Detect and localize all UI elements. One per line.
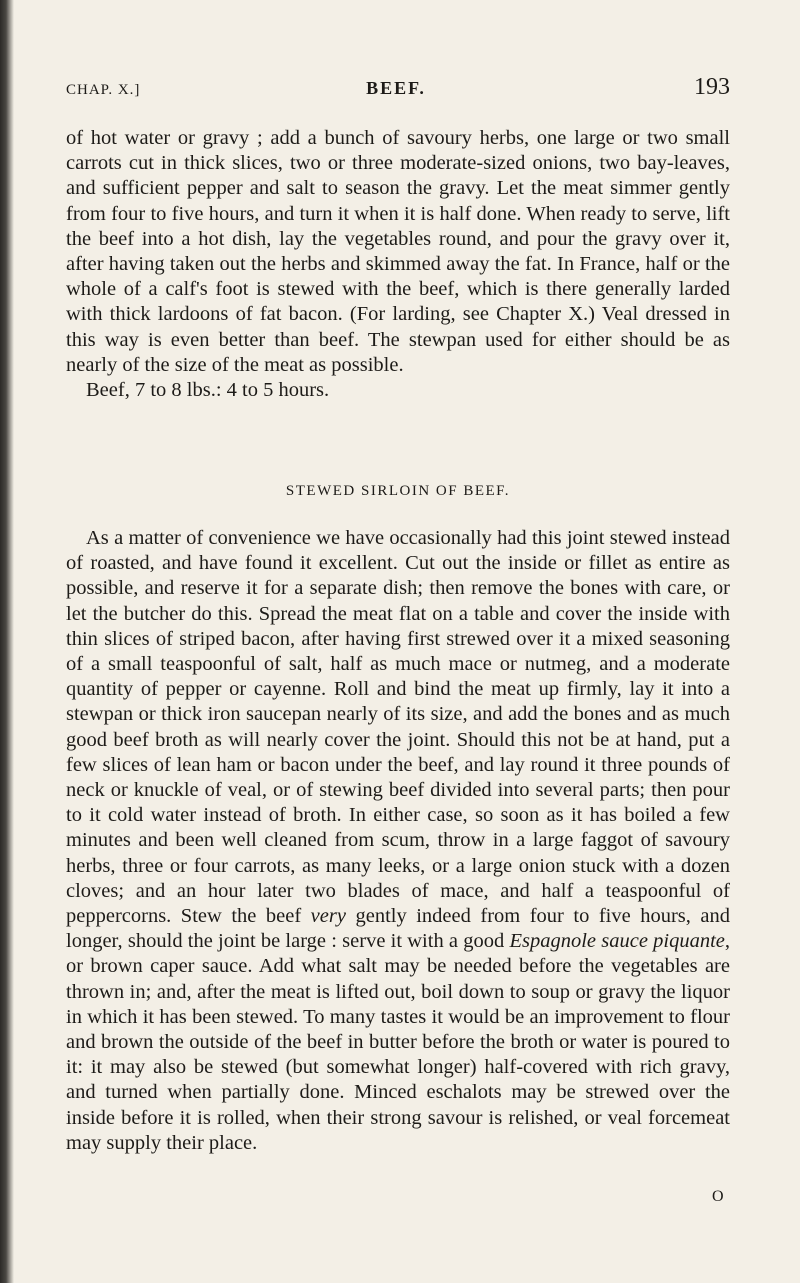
recipe-paragraph bbox=[66, 526, 730, 1156]
binding-shadow bbox=[0, 0, 14, 1283]
paragraph-text: of hot water or gravy ; add a bunch of savoury herbs, one large or two small carrots cut in thick slices, two or three moderate-sized onions, two bay-leaves, and sufficient pepper and salt to season the gravy. Let the meat simmer gently from four to five hours, and turn it when it is half done. When ready to serve, lift the beef into a hot dish, lay the vegetables round, and pour the gravy over it, after having taken out the herbs and skimmed away the fat. In France, half or the whole of a calf's foot is stewed with the beef, which is there generally larded with thick lardoons of fat bacon. (For larding, see Chapter X.) Veal dressed in this way is even better than beef. The stewpan used for either should be as nearly of the size of the meat as possible. bbox=[66, 127, 730, 376]
recipe-heading: STEWED SIRLOIN OF BEEF. bbox=[285, 483, 511, 499]
page-number: 193 bbox=[694, 74, 730, 100]
running-title: BEEF. bbox=[366, 78, 426, 98]
emphasis-sauce-name: Espagnole sauce piquante bbox=[509, 930, 725, 953]
paragraph-text bbox=[66, 526, 730, 1156]
emphasis-very: very bbox=[310, 905, 346, 928]
running-header bbox=[66, 74, 730, 104]
text-run: As a matter of convenience we have occasionally had this joint stewed instead of roasted, and have found it excellent. Cut out the inside or fillet as entire as possible, and reserve it for a separate dish; then remove the bones with care, or let the butcher do this. Spread the meat flat on a table and cover the inside with thin slices of striped bacon, after having first strewed over it a mixed seasoning of a small teaspoonful of salt, half as much mace or nutmeg, and a moderate quantity of pepper or cayenne. Roll and bind the meat up firmly, lay it into a stewpan or thick iron saucepan nearly of its size, and add the bones and as much good beef broth as will nearly cover the joint. Should this not be at hand, put a few slices of lean ham or bacon under the beef, and lay round it three pounds of neck or knuckle of veal, or of stewing beef divided into several parts; then pour to it cold water instead of broth. In either case, so soon as it has boiled a few minutes and been well cleaned from scum, throw in a large faggot of savoury herbs, three or four carrots, as many leeks, or a large onion stuck with a dozen cloves; and an hour later two blades of mace, and half a teaspoonful of peppercorns. Stew the beef bbox=[66, 527, 730, 928]
text-run: gently indeed from four to five hours, and longer, should the joint be large : serve it with a good bbox=[66, 905, 731, 953]
text-run: , or brown caper sauce. Add what salt may be needed before the vegetables are thrown in; and, after the meat is lifted out, boil down to soup or gravy the liquor in which it has been stewed. To many tastes it would be an improvement to flour and brown the outside of the beef in butter before the broth or water is poured to it: it may also be stewed (but somewhat longer) half-covered with rich gravy, and turned when partially done. Minced eschalots may be strewed over the inside before it is rolled, when their strong savour is relished, or veal forcemeat may supply their place. bbox=[66, 930, 731, 1154]
cooking-time-note: Beef, 7 to 8 lbs.: 4 to 5 hours. bbox=[86, 379, 330, 402]
chapter-label: CHAP. X.] bbox=[66, 82, 141, 98]
continued-paragraph bbox=[66, 126, 730, 403]
signature-mark: O bbox=[712, 1188, 724, 1205]
